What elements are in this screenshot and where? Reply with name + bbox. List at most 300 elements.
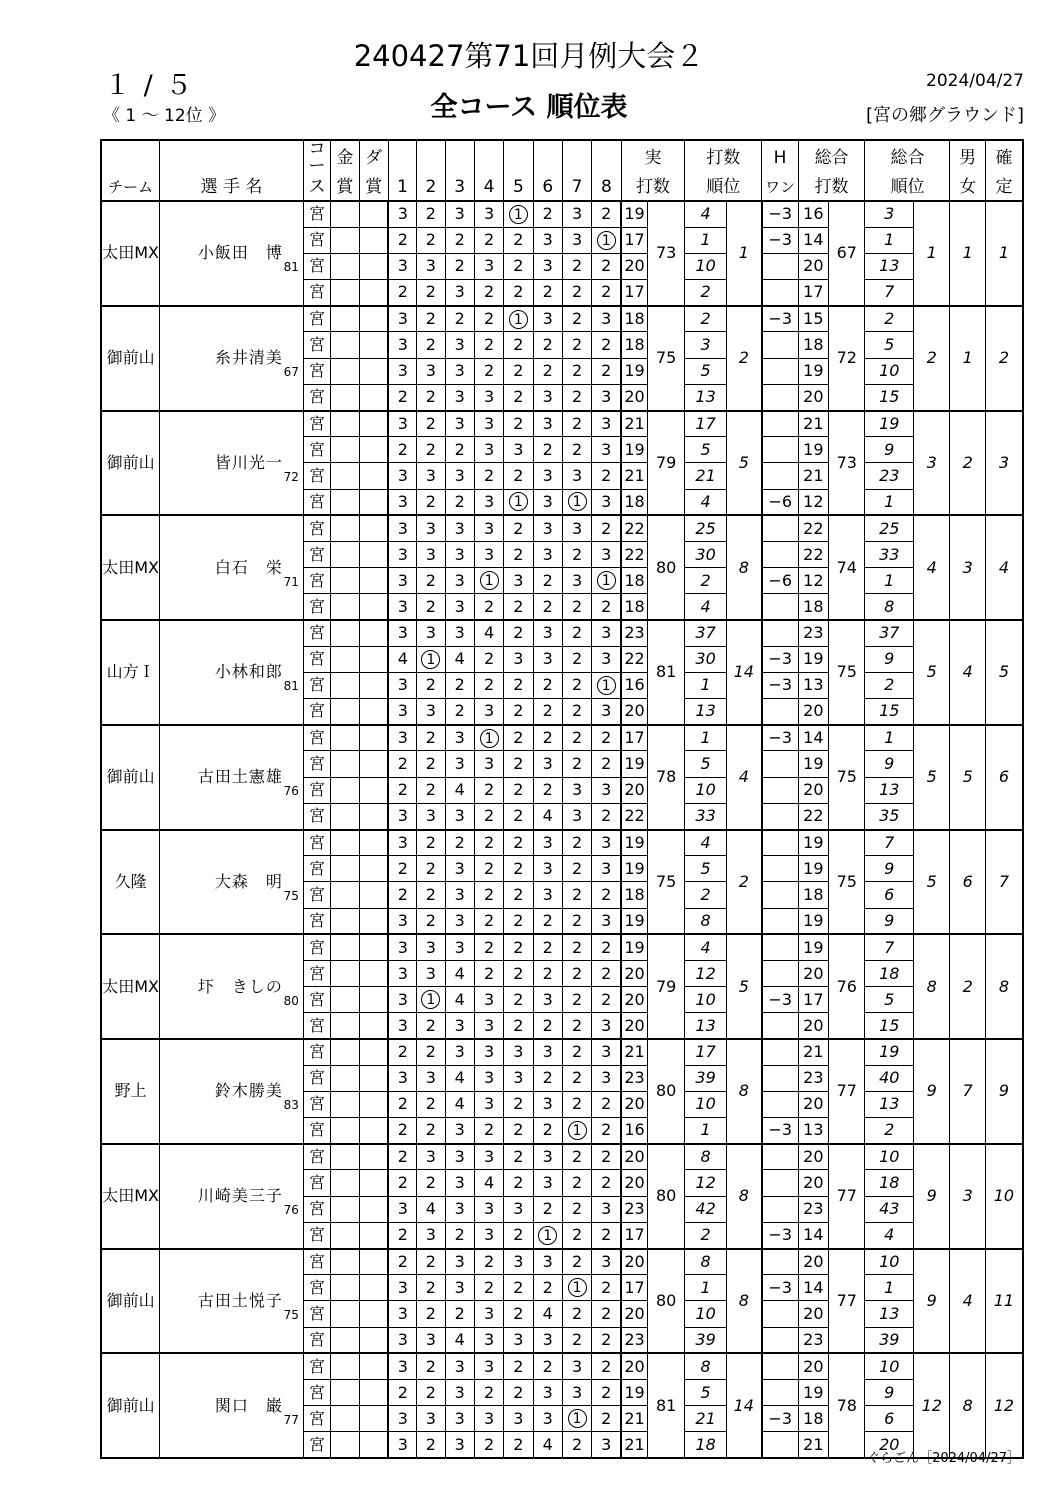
round-strokes: 19 (621, 437, 647, 463)
hole-score: 4 (445, 646, 474, 672)
hole-score: 2 (417, 489, 445, 515)
da-prize (359, 908, 388, 934)
total-strokes: 77 (829, 1249, 865, 1354)
hole-score: 2 (445, 489, 474, 515)
hole-in-one (762, 830, 798, 856)
gold-prize (331, 856, 359, 882)
hole-score: 2 (592, 1301, 621, 1327)
hole-score: 3 (388, 987, 416, 1013)
hole-score: 3 (592, 1065, 621, 1091)
net-strokes: 22 (798, 541, 828, 567)
round-rank: 4 (685, 594, 726, 620)
hole-score: 4 (474, 620, 503, 646)
round-rank: 12 (685, 1170, 726, 1196)
hole-score: 3 (592, 437, 621, 463)
hole-score: 3 (533, 751, 562, 777)
net-rank: 7 (865, 934, 914, 960)
gold-prize (331, 1091, 359, 1117)
col-hole-3: 3 (445, 175, 474, 201)
hole-score: 2 (388, 856, 416, 882)
round-strokes: 20 (621, 960, 647, 986)
hole-score: 2 (445, 306, 474, 332)
round-rank: 12 (685, 960, 726, 986)
strokes-rank: 4 (726, 725, 761, 830)
gold-prize (331, 1432, 359, 1458)
round-strokes: 18 (621, 568, 647, 594)
hole-score: 4 (445, 777, 474, 803)
hole-score: 2 (562, 725, 591, 751)
strokes-rank: 14 (726, 1353, 761, 1458)
col-hole-7: 7 (562, 175, 591, 201)
hole-score: 3 (533, 620, 562, 646)
net-rank: 18 (865, 960, 914, 986)
table-row (101, 620, 1023, 646)
hole-score: 3 (533, 1170, 562, 1196)
col-final-top: 確 (985, 140, 1023, 175)
hole-score: 2 (417, 411, 445, 437)
hole-score: 2 (417, 882, 445, 908)
player-name: 小林和郎 (214, 662, 283, 682)
player-name-cell (160, 1039, 304, 1144)
course: 宮 (303, 934, 330, 960)
hole-score: 3 (388, 201, 416, 227)
table-body (101, 201, 1023, 1458)
gender-rank: 7 (950, 1039, 985, 1144)
hole-in-one (762, 1432, 798, 1458)
hole-score: 3 (445, 725, 474, 751)
hole-score: 3 (417, 803, 445, 829)
course: 宮 (303, 1013, 330, 1039)
da-prize (359, 515, 388, 541)
round-strokes: 18 (621, 882, 647, 908)
hole-score: 3 (388, 332, 416, 358)
hole-score: 2 (533, 1275, 562, 1301)
hole-score: 2 (504, 882, 533, 908)
hole-score: 2 (417, 201, 445, 227)
hole-score: 2 (592, 253, 621, 279)
hole-score: 2 (592, 1170, 621, 1196)
hole-in-one: −3 (762, 672, 798, 698)
net-strokes: 20 (798, 1144, 828, 1170)
net-rank: 9 (865, 856, 914, 882)
hole-score: 2 (417, 384, 445, 410)
round-rank: 42 (685, 1196, 726, 1222)
hole-score: 3 (445, 1406, 474, 1432)
hole-score: 4 (533, 1432, 562, 1458)
hole-in-one (762, 1379, 798, 1405)
da-prize (359, 620, 388, 646)
col-srank: 順位 (685, 175, 762, 201)
hole-score: 2 (562, 1144, 591, 1170)
round-rank: 4 (685, 934, 726, 960)
net-rank: 7 (865, 830, 914, 856)
hole-score: 3 (592, 1013, 621, 1039)
team-name: 御前山 (101, 1249, 160, 1354)
da-prize (359, 672, 388, 698)
hole-score: 3 (417, 1144, 445, 1170)
hole-score: 3 (474, 201, 503, 227)
hole-score: 3 (592, 489, 621, 515)
course: 宮 (303, 411, 330, 437)
hole-score: 2 (504, 1118, 533, 1144)
round-rank: 10 (685, 777, 726, 803)
gold-prize (331, 332, 359, 358)
round-strokes: 20 (621, 1301, 647, 1327)
course: 宮 (303, 201, 330, 227)
net-strokes: 21 (798, 463, 828, 489)
net-strokes: 19 (798, 934, 828, 960)
hole-score: 3 (388, 830, 416, 856)
hole-score: 3 (445, 934, 474, 960)
total-strokes: 73 (829, 411, 865, 516)
hole-score: 1 (533, 1222, 562, 1248)
course: 宮 (303, 1170, 330, 1196)
course: 宮 (303, 1432, 330, 1458)
round-rank: 8 (685, 1144, 726, 1170)
course: 宮 (303, 987, 330, 1013)
hole-score: 3 (388, 358, 416, 384)
net-strokes: 20 (798, 253, 828, 279)
final-rank: 12 (985, 1353, 1023, 1458)
hole-score: 2 (504, 358, 533, 384)
footer-credit: ぐらごん［2024/04/27］ (867, 1451, 1020, 1466)
col-hole-8-top (592, 140, 621, 175)
hole-score: 2 (504, 1301, 533, 1327)
col-hole-6-top (533, 140, 562, 175)
hole-in-one (762, 777, 798, 803)
course: 宮 (303, 1039, 330, 1065)
hole-score: 2 (533, 201, 562, 227)
hole-score: 2 (504, 751, 533, 777)
hole-score: 3 (445, 1196, 474, 1222)
hole-score: 3 (592, 384, 621, 410)
hole-score: 3 (445, 803, 474, 829)
hole-score: 3 (388, 568, 416, 594)
col-trank: 順位 (865, 175, 950, 201)
col-h: ワン (762, 175, 798, 201)
hole-score: 2 (388, 227, 416, 253)
hole-in-one: −3 (762, 1275, 798, 1301)
hole-score: 2 (533, 568, 562, 594)
hole-score: 2 (504, 1275, 533, 1301)
course: 宮 (303, 1379, 330, 1405)
col-total-top: 総合 (798, 140, 865, 175)
actual-strokes: 80 (647, 515, 684, 620)
team-name: 御前山 (101, 725, 160, 830)
hole-score: 3 (474, 253, 503, 279)
total-strokes: 75 (829, 725, 865, 830)
table-row (101, 411, 1023, 437)
hole-score: 2 (562, 358, 591, 384)
hole-score: 2 (562, 1091, 591, 1117)
net-rank: 7 (865, 280, 914, 306)
table-row (101, 830, 1023, 856)
net-rank: 10 (865, 1353, 914, 1379)
hole-score: 2 (592, 934, 621, 960)
da-prize (359, 489, 388, 515)
final-rank: 9 (985, 1039, 1023, 1144)
hole-score: 3 (388, 1327, 416, 1353)
hole-in-one (762, 699, 798, 725)
hole-score: 3 (533, 1144, 562, 1170)
hole-score: 3 (388, 541, 416, 567)
hole-score: 4 (533, 803, 562, 829)
hole-score: 2 (562, 620, 591, 646)
hole-score: 2 (417, 1432, 445, 1458)
hole-score: 3 (562, 463, 591, 489)
hole-in-one (762, 1065, 798, 1091)
hole-score: 2 (388, 437, 416, 463)
team-name: 野上 (101, 1039, 160, 1144)
col-hole-5: 5 (504, 175, 533, 201)
hole-score: 3 (417, 1327, 445, 1353)
hole-score: 2 (474, 463, 503, 489)
hole-score: 3 (388, 594, 416, 620)
course: 宮 (303, 1301, 330, 1327)
hole-in-one (762, 253, 798, 279)
team-name: 久隆 (101, 830, 160, 935)
hole-score: 3 (562, 777, 591, 803)
net-rank: 5 (865, 987, 914, 1013)
hole-score: 1 (417, 987, 445, 1013)
player-name-cell (160, 1144, 304, 1249)
final-rank: 8 (985, 934, 1023, 1039)
hole-score: 3 (445, 620, 474, 646)
hole-score: 4 (417, 1196, 445, 1222)
net-rank: 15 (865, 699, 914, 725)
hole-score: 3 (388, 699, 416, 725)
round-rank: 2 (685, 306, 726, 332)
hole-score: 3 (445, 1118, 474, 1144)
hole-in-one: −3 (762, 306, 798, 332)
hole-score: 3 (533, 1406, 562, 1432)
hole-score: 2 (592, 1222, 621, 1248)
da-prize (359, 1065, 388, 1091)
round-strokes: 20 (621, 699, 647, 725)
gold-prize (331, 437, 359, 463)
hole-score: 3 (533, 882, 562, 908)
round-strokes: 18 (621, 306, 647, 332)
player-age: 81 (283, 260, 299, 275)
hole-score: 3 (388, 489, 416, 515)
hole-score: 2 (562, 1222, 591, 1248)
course: 宮 (303, 960, 330, 986)
hole-score: 2 (562, 934, 591, 960)
hole-score: 3 (592, 646, 621, 672)
hole-score: 2 (474, 856, 503, 882)
round-rank: 17 (685, 1039, 726, 1065)
page-subtitle: 全コース 順位表 (430, 92, 628, 123)
net-strokes: 19 (798, 646, 828, 672)
hole-score: 3 (445, 541, 474, 567)
actual-strokes: 78 (647, 725, 684, 830)
actual-strokes: 73 (647, 201, 684, 306)
net-strokes: 21 (798, 1432, 828, 1458)
hole-score: 2 (562, 1013, 591, 1039)
hole-score: 3 (388, 620, 416, 646)
da-prize (359, 1275, 388, 1301)
gold-prize (331, 1118, 359, 1144)
round-rank: 4 (685, 830, 726, 856)
gold-prize (331, 1301, 359, 1327)
da-prize (359, 306, 388, 332)
round-rank: 5 (685, 1379, 726, 1405)
course: 宮 (303, 751, 330, 777)
hole-score: 2 (533, 280, 562, 306)
hole-score: 2 (562, 646, 591, 672)
round-rank: 37 (685, 620, 726, 646)
hole-score: 3 (533, 1039, 562, 1065)
hole-score: 2 (474, 1118, 503, 1144)
round-strokes: 19 (621, 830, 647, 856)
hole-score: 3 (533, 411, 562, 437)
round-strokes: 18 (621, 332, 647, 358)
hole-score: 3 (388, 1406, 416, 1432)
gold-prize (331, 306, 359, 332)
hole-score: 3 (388, 960, 416, 986)
hole-score: 3 (445, 515, 474, 541)
course: 宮 (303, 332, 330, 358)
hole-score: 1 (592, 568, 621, 594)
hole-score: 2 (592, 1379, 621, 1405)
hole-score: 3 (533, 253, 562, 279)
hole-in-one (762, 1091, 798, 1117)
hole-score: 2 (388, 777, 416, 803)
round-rank: 1 (685, 227, 726, 253)
net-strokes: 20 (798, 1013, 828, 1039)
round-strokes: 19 (621, 934, 647, 960)
course: 宮 (303, 280, 330, 306)
course: 宮 (303, 1144, 330, 1170)
player-name: 古田土悦子 (197, 1290, 283, 1310)
gender-rank: 2 (950, 411, 985, 516)
net-rank: 9 (865, 908, 914, 934)
hole-score: 2 (417, 568, 445, 594)
net-strokes: 13 (798, 1118, 828, 1144)
actual-strokes: 75 (647, 306, 684, 411)
course: 宮 (303, 646, 330, 672)
hole-score: 2 (592, 358, 621, 384)
hole-score: 3 (445, 1379, 474, 1405)
da-prize (359, 856, 388, 882)
col-hole-3-top (445, 140, 474, 175)
round-strokes: 21 (621, 411, 647, 437)
hole-score: 3 (445, 1353, 474, 1379)
da-prize (359, 1379, 388, 1405)
course: 宮 (303, 463, 330, 489)
hole-score: 2 (504, 541, 533, 567)
strokes-rank: 8 (726, 1249, 761, 1354)
gold-prize (331, 803, 359, 829)
table-row (101, 1039, 1023, 1065)
round-rank: 8 (685, 1353, 726, 1379)
round-rank: 39 (685, 1065, 726, 1091)
hole-score: 2 (533, 1118, 562, 1144)
course: 宮 (303, 1091, 330, 1117)
hole-score: 2 (504, 830, 533, 856)
da-prize (359, 358, 388, 384)
hole-score: 2 (592, 332, 621, 358)
hole-in-one (762, 594, 798, 620)
hole-score: 3 (445, 1249, 474, 1275)
hole-score: 3 (417, 620, 445, 646)
hole-in-one (762, 1144, 798, 1170)
team-name: 御前山 (101, 411, 160, 516)
hole-score: 3 (504, 1039, 533, 1065)
player-name: 皆川光一 (214, 452, 283, 472)
col-final: 定 (985, 175, 1023, 201)
hole-score: 2 (562, 1170, 591, 1196)
hole-score: 2 (562, 882, 591, 908)
da-prize (359, 1013, 388, 1039)
player-name: 小飯田 博 (197, 243, 283, 263)
hole-score: 2 (562, 384, 591, 410)
hole-score: 2 (388, 1118, 416, 1144)
round-strokes: 17 (621, 227, 647, 253)
strokes-rank: 14 (726, 620, 761, 725)
gold-prize (331, 358, 359, 384)
hole-score: 3 (445, 1170, 474, 1196)
hole-score: 3 (533, 856, 562, 882)
hole-score: 3 (445, 332, 474, 358)
gold-prize (331, 672, 359, 698)
net-strokes: 17 (798, 987, 828, 1013)
round-rank: 2 (685, 882, 726, 908)
net-strokes: 19 (798, 856, 828, 882)
round-rank: 33 (685, 803, 726, 829)
hole-in-one: −3 (762, 1222, 798, 1248)
gold-prize (331, 1013, 359, 1039)
hole-score: 2 (533, 725, 562, 751)
net-rank: 1 (865, 1275, 914, 1301)
col-da: 賞 (359, 175, 388, 201)
col-hole-1: 1 (388, 175, 416, 201)
net-strokes: 12 (798, 568, 828, 594)
hole-score: 2 (504, 1379, 533, 1405)
hole-score: 3 (474, 1222, 503, 1248)
gold-prize (331, 463, 359, 489)
hole-score: 2 (533, 594, 562, 620)
hole-score: 3 (388, 1432, 416, 1458)
net-rank: 8 (865, 594, 914, 620)
da-prize (359, 227, 388, 253)
total-rank: 5 (914, 620, 950, 725)
gold-prize (331, 1222, 359, 1248)
hole-score: 3 (533, 646, 562, 672)
actual-strokes: 80 (647, 1144, 684, 1249)
hole-score: 2 (445, 699, 474, 725)
net-rank: 43 (865, 1196, 914, 1222)
hole-score: 3 (533, 384, 562, 410)
net-strokes: 20 (798, 1353, 828, 1379)
hole-score: 2 (417, 332, 445, 358)
hole-score: 2 (417, 280, 445, 306)
gender-rank: 1 (950, 201, 985, 306)
player-name: 鈴木勝美 (214, 1081, 283, 1101)
player-age: 75 (283, 888, 299, 903)
gold-prize (331, 725, 359, 751)
round-rank: 1 (685, 1275, 726, 1301)
course: 宮 (303, 1406, 330, 1432)
da-prize (359, 384, 388, 410)
team-name: 山方Ｉ (101, 620, 160, 725)
net-strokes: 20 (798, 1249, 828, 1275)
hole-score: 2 (562, 908, 591, 934)
hole-score: 2 (504, 411, 533, 437)
hole-in-one (762, 1170, 798, 1196)
hole-in-one (762, 358, 798, 384)
net-rank: 1 (865, 725, 914, 751)
